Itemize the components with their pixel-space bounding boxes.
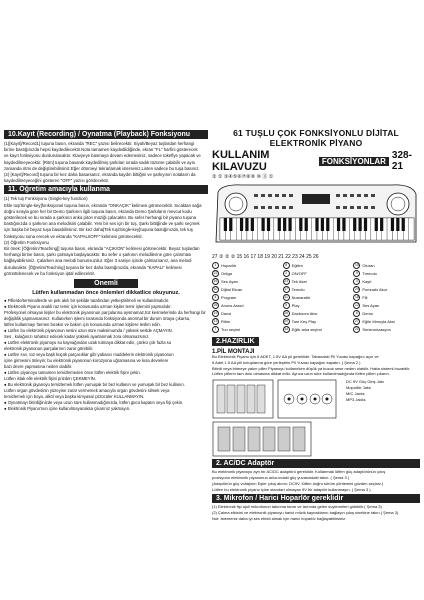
section-10-line: (2) [Kayıt]/Record] tuşuna bir kez daha basarsanız, ekranda kaydın bittiğini ve şarkıyının notaların da — [4, 172, 196, 178]
black-key — [321, 218, 324, 231]
legend-label: Dijital Ekran — [221, 287, 243, 292]
legend-label: Ortiga — [221, 271, 232, 276]
important-item: ● Lütfen piyanoyu tamamen temizlemeden önce lütfen elektrik fişini çekin. — [4, 370, 141, 376]
legend-item — [283, 326, 350, 333]
important-item: temizlemek için boya, alkol veya başka kimyasal çözücüler KULLANMAYIN. — [4, 394, 145, 400]
legend-number: 23 — [284, 279, 289, 283]
important-item: elektronik piyanonun parçalarının zarar görebilir. — [4, 346, 94, 352]
legend-label: Tun seçimi — [221, 327, 241, 332]
adaptor-section-title: 2. AC/DC Adaptör — [212, 459, 420, 468]
black-key — [251, 218, 254, 231]
black-key — [240, 218, 243, 231]
legend-item — [353, 302, 420, 309]
section-11-line: Ekle tuş/Single-key]fonksiyonel tuşuna basın, ekranda "ONKAÇIK" kelimesi görünecektir. Sıcaktan sağa — [4, 202, 202, 208]
black-key — [305, 218, 308, 231]
important-item: ● Lütfen sıvı, toz veya başk küçük parçacıklar gibi yabancı maddelerin elektronik piyanonun — [4, 352, 174, 358]
jack-label: MIC Jacks — [346, 391, 365, 397]
manual-title: KULLANIM KILAVUZU — [212, 149, 270, 173]
legend-label: Hoparlör — [221, 263, 237, 268]
jack-label: MP3 Jacks — [346, 397, 366, 403]
important-item: içine girmesini önleyin; bu elektronik piyanonun korozyona uğramasına ve kısa devrelere — [4, 358, 169, 364]
legend-label: Numaratör — [291, 295, 311, 300]
keyboard-drawing — [212, 182, 420, 252]
right-speaker-icon — [387, 193, 409, 215]
important-item: ● Elektronik Piyano anakli raz temir için konusunda uzman kişiler temir işlemini yapmalıdır. — [4, 304, 172, 310]
legend-label: Eğlik arka seçimi — [291, 327, 322, 332]
section-10-line: zamanda ritmi de değiştirebilirsiniz.Eğer dönmeyi tekrarlamak isterseniz,Listen sadece bu tuşa basınız. — [4, 165, 200, 171]
black-key — [288, 218, 291, 231]
top-callout-numbers: ② ① ③④⑤⑥⑦⑧⑨ ⑩ ⑪ ① — [212, 174, 274, 180]
legend-number: 15 — [354, 263, 359, 267]
legend-item — [283, 302, 350, 309]
legend-number: 27 — [354, 319, 359, 323]
black-key — [402, 218, 405, 231]
legend-item — [283, 270, 350, 277]
legend-item — [353, 294, 420, 301]
legend-item — [283, 286, 350, 293]
legend-number: 19 — [213, 311, 218, 315]
battery-section-title: 1.PİL MONTAJI — [212, 349, 255, 355]
section-10-line: kaydedilmeyecektir. [Ritm] tuşuna basarak kaydedilmiş şarkıları sırada sadık tüzürse çalabilir ve aynı — [4, 159, 196, 165]
important-item: ● Lütfen bu elektronik piyanonun sesini uzun süre maksimumda / yüksek seslde AÇMAYIN. — [4, 328, 173, 334]
legend-label: Oturan — [362, 263, 375, 268]
legend-number: 7 — [212, 326, 219, 333]
manual-sheet — [4, 128, 420, 596]
jack-label: Mopoltör Jaks — [346, 385, 371, 391]
black-key — [391, 218, 394, 231]
legend-number: 18 — [354, 295, 359, 299]
black-key — [337, 218, 340, 231]
section-11-line: herhangi birine basın, şarkı çalmaya başlayacaktır. Bu sefer o şarkının melodilerine göre çalınması — [4, 252, 192, 258]
legend-item — [283, 278, 350, 285]
section-11-line: doğru sırayla göre her bir Demo Şarkının ilgili tuşuna basın, ekranda Demo Şarkıların mevcut kodu — [4, 208, 192, 214]
microphone-line: (2) Çalma etkisini ve elektronik piyanoyu harici müzik kaynaklarını bağlayın çıkış sinekine takın.( Şema 3) — [212, 510, 399, 516]
adaptor-line: Lütfen bu elektronik piyano içine standart olmayan 9V bir adaptör kullanmayın. ( Şema 3 ) — [212, 486, 371, 492]
section-11-line: bastığınızda o şarkının ana melodisini çalabilir. Yeni bir ses için bir tuş, Şarkı bittiğinde ve şarkı seçmek — [4, 221, 200, 227]
legend-label: Dazboom Aksı — [291, 311, 318, 316]
legend-item — [212, 326, 279, 333]
important-list — [4, 298, 208, 411]
legend-item — [212, 262, 279, 269]
section-11-line: görüntülenecek ve bu fonksiyon iptal edilecektir. — [4, 270, 96, 276]
legend-number: 22 — [213, 271, 218, 275]
legend-number: 1 — [212, 262, 219, 269]
battery-line: Bu Elektronik Piyano için 6 ADET, 1.5V AA pil gereklidir. Tabandaki Pil Yuvası kapağını açın ve — [212, 354, 379, 359]
legend-label: Senkronizasyon — [362, 327, 391, 332]
section-11-line: (2) Öğretim Fonksiyonu — [4, 239, 49, 245]
important-item: Lütfen islak elle elektrik fişini prizden ÇEKMEYİN. — [4, 376, 96, 382]
legend-number: 3 — [353, 278, 360, 285]
legend-number: 4 — [212, 294, 219, 301]
legend-number: 21 — [354, 327, 359, 331]
important-item: bazı devre yapmasına neden olabilir. — [4, 364, 73, 370]
section-11-line: (1) Tek tuş Fonksiyonu (Single-key function) — [4, 196, 88, 202]
important-title: Önemli — [74, 279, 138, 288]
legend-number: 25 — [213, 303, 218, 307]
important-item: lütfen kullanmayı hemen bırakın ve bakım için konusunda uzman kişilere teslim edin. — [4, 322, 161, 328]
legend-item — [353, 278, 420, 285]
legend-label: Tam Key Play — [291, 319, 317, 324]
important-item: değişiklik yapmamasınız. Kullanırken işlemi sırasında fonksiyonda anormal bir durum ortaya çıkarsa, — [4, 316, 191, 322]
section-11-title: 11. Öğretim amacıyla kullanma — [4, 185, 208, 194]
adaptor-line: pozisyonu elektronik piyanonun arka-ındaki güç yuvasındaki takın. ( Şema 3 ) — [212, 474, 350, 480]
legend-label: Play — [291, 303, 300, 308]
legend-item — [283, 310, 350, 317]
legend-number: 9 — [353, 270, 360, 277]
legend-item — [353, 310, 420, 317]
product-title: 61 TUŞLU ÇOK FONKSİYONLU DİJİTAL ELEKTRONİK PİYANO — [233, 128, 399, 148]
black-key — [358, 218, 361, 231]
legend-number: 26 — [284, 311, 289, 315]
important-item: Profesyonel olmayan kişiler bu elektronik piyanonun parçalarına aysmamaz,tüz kesmelerinde da herhangi bir — [4, 310, 206, 316]
legend-item — [212, 318, 279, 325]
jack-list — [346, 379, 384, 419]
keyboard-illustration — [212, 182, 420, 252]
black-key — [380, 218, 383, 231]
legend-label: Davul — [221, 311, 232, 316]
legend-item — [212, 302, 279, 309]
black-key — [315, 218, 318, 231]
important-subtitle: Lütfen kullanmadan önce önlemleri dikkatlice okuyunuz. — [32, 290, 180, 297]
left-speaker-icon — [225, 193, 247, 215]
important-item: Lütfen organ gövdesinin yüzeyine zarar vermemek amacıyla organ gövdesini silmek veya — [4, 388, 170, 394]
section-11-line: Bir önek: [Öğretim/Teaching]] tuşuna basın, ekranda "AÇIK/ON" kelimesi görünecektir. Beyaz tuşlardan — [4, 246, 200, 252]
right-column — [212, 128, 420, 523]
important-item: ● Pillerde/terminallerde ve pek akılı bir şekilde tarafından yetkeştirilmeli ve kullanılmalıdır. — [4, 298, 170, 304]
important-item: ● Lütfen elektronik piyanoyu su kaynağından uzak tutmaya dikkat edin, çünkü çok fazla su — [4, 340, 172, 346]
legend-number: 24 — [354, 287, 359, 291]
legend-item — [212, 294, 279, 301]
legend-label: Anons Arasıl — [221, 303, 244, 308]
legend-label: Eğile Mmuyla Aksı — [362, 319, 396, 324]
black-key — [224, 218, 227, 231]
battery-compartment-diagram — [212, 379, 274, 419]
battery-diagrams — [212, 379, 420, 419]
bottom-callout-numbers: 27 ② ② ② 15 16 17 18 19 20 21 22 23 24 25 26 — [212, 254, 319, 260]
section-11-line: gösterilecek ve bu sırada a şarkının anka piton müziği çalacaktır. Bu sefer herhangi bir piyano tuşuna — [4, 215, 197, 221]
adaptor-line: (Adaptörün güç voltajının Eşler çıkış akımı; DC9V, lütfen doğru sürüm yöntemini gözden seçiniz.) — [212, 480, 384, 486]
legend-label: Ses Ayarı — [362, 303, 380, 308]
battery-row-diagram — [212, 421, 420, 457]
section-10-title: 10.Kayıt (Recording) / Oynatma (Playback) Fonksiyonu — [4, 130, 208, 139]
black-key — [375, 218, 378, 231]
black-key — [267, 218, 270, 231]
microphone-line: (1) Elektronik fişi ajoli mikrofonun takınma tarım ve anrında gelen soylemeleri gidebilir.( Şema 3) — [212, 504, 382, 510]
legend-label: Pomnakı Akur — [362, 287, 388, 292]
left-column — [4, 128, 208, 412]
legend-label: Program — [221, 295, 237, 300]
battery-line: 6 Adet 1.5 AA pili kutuplarına göre yerleştirin.Pil Yuvası kapağını kapatın. ( Şema 2 ) — [212, 359, 361, 365]
microphone-line: Not: İstemeniz daha iyi ses efekti almak için harici hoparlör bağlayabilirsiniz. — [212, 515, 347, 521]
parts-legend — [212, 262, 420, 334]
important-item: Ses , kulağınızı rahatsız edecek kadar yüksek ayarlanmak zora olmamazsınız. — [4, 334, 150, 340]
battery-line: Lütfen pillerin tam dolu olmasına dikkat edin. Ayrıca uzun süre kullanılmadığında lütfen pilleri çıkarın. — [212, 371, 390, 377]
section-10-line: kaydedilmeyeceğini gösteren "OFF" yazısı görülecektir. — [4, 178, 110, 184]
legend-item — [212, 310, 279, 317]
legend-number: 16 — [213, 279, 218, 283]
legend-number: 8 — [283, 262, 290, 269]
battery-row-illustration — [212, 421, 312, 457]
legend-item — [212, 270, 279, 277]
legend-label: Ritim — [221, 319, 231, 324]
black-key — [326, 218, 329, 231]
section-10-line: (1)[Kayıt]/Record1] tuşuna basın, ekranda "REC" yazısı belirecektir. Siyah/Beyaz tuşlardan herhangi — [4, 141, 195, 146]
white-key — [409, 218, 414, 240]
functions-badge: FONKSİYONLAR — [319, 157, 389, 166]
legend-label: Fill — [362, 295, 368, 300]
section-11-body — [4, 196, 208, 276]
legend-label: Ses Ayarı — [221, 279, 239, 284]
jack-label: DC 9V Güç Giriş Jakı — [346, 379, 385, 385]
important-item: ● Bu elektronik piyanoyu temizlemek lütfen yumuşak bir bez kullanın ve yumuşak bir bez kullanın. — [4, 382, 185, 388]
section-11-line: bağlayabilirsiniz. Çalarken ana melodi bununsuzdur. Eğer 3 saniye içinde çalmazsanız, ana melodi — [4, 258, 192, 264]
legend-label: Tek Aker — [291, 279, 307, 284]
legend-number: 10 — [213, 287, 218, 291]
microphone-section-title: 3. Mikrofon / Harici Hoparlör gereklidir — [212, 494, 420, 503]
legend-label: Eğitim — [291, 263, 303, 268]
battery-line: Bitirdi veya bitmeye yakın piller Piyanoyu kullanırken düşük ya bozuk sese neden olabilir. Hatta sistemi bozabilir. — [212, 365, 411, 371]
preparation-title: 2.HAZIRLIK — [212, 337, 259, 346]
adaptor-line: Bu elektronik piyanoyu ayrı bir AC/DC adaptörü gereklidir. Kullanmak lütfen güç adaptörünün çıkış — [212, 469, 386, 475]
section-11-line: durulacaktır. [Öğretim/Teaching] tuşuna bir kez daha bastığınızda, ekranda "KAPALI" kelimesi — [4, 264, 182, 270]
legend-item — [353, 286, 420, 293]
legend-item — [353, 326, 420, 333]
black-key — [229, 218, 232, 231]
legend-item — [283, 262, 350, 269]
legend-number: 11 — [284, 295, 288, 299]
legend-item — [283, 318, 350, 325]
important-item: ● Oynatmayı bitirdiğinizde veya uzun süre kullanmadığınızda, lütfen gücü kapatın veya fişi çekin. — [4, 400, 184, 406]
black-key — [353, 218, 356, 231]
section-11-line: için başka bir beyaz tuşa basabilirsiniz. Bir kez daha[Tek tuş/Single-key]tuşuna bastığınızda, tek tuş — [4, 227, 193, 233]
legend-item — [212, 286, 279, 293]
legend-number: 14 — [284, 327, 289, 331]
important-item: ● Elektronik Piyano'nun içine kullanılmayacaksa çıkarınız yakmayın. — [4, 406, 131, 412]
section-11-line: fonksiyonu sona erecek ve ekranda "KAPALI/OFF" kelimesi görünecektir. — [4, 233, 143, 239]
legend-label: Demo — [362, 311, 373, 316]
model-number: 328-21 — [391, 150, 412, 172]
black-key — [261, 218, 264, 231]
manual-heading — [212, 149, 420, 173]
black-key — [364, 218, 367, 231]
legend-label: Tremolo — [362, 271, 377, 276]
legend-label: Kayıt — [362, 279, 372, 284]
legend-item — [353, 318, 420, 325]
black-key — [283, 218, 286, 231]
section-10-line: birine bastığınızda hepsi kaydedilecektir.Nota tamamen kaydedildiğinde, ekran "FL" harfini gösterecek — [4, 147, 198, 153]
legend-number: 20 — [284, 319, 289, 323]
black-key — [278, 218, 281, 231]
legend-item — [353, 270, 420, 277]
display-screen — [302, 194, 330, 204]
legend-item — [353, 262, 420, 269]
black-key — [245, 218, 248, 231]
rear-panel-diagram — [277, 379, 337, 419]
legend-item — [212, 278, 279, 285]
section-10-body — [4, 141, 208, 183]
black-key — [342, 218, 345, 231]
legend-number: 6 — [353, 310, 360, 317]
black-key — [299, 218, 302, 231]
legend-label: Temolo — [291, 287, 305, 292]
black-key — [396, 218, 399, 231]
preparation-heading — [212, 337, 420, 346]
section-10-line: ve kayıt fonksiyonu durdurulacaktır. Klavyeye basmaya devam edemesiniz, sadece tokeflye yapacak ve — [4, 153, 201, 159]
legend-label: ON/OFF — [291, 271, 307, 276]
legend-number: 17 — [284, 287, 289, 291]
legend-number: 12 — [354, 303, 359, 307]
legend-number: 13 — [213, 319, 218, 323]
legend-number: 2 — [283, 270, 290, 277]
legend-item — [283, 294, 350, 301]
legend-number: 5 — [283, 302, 290, 309]
